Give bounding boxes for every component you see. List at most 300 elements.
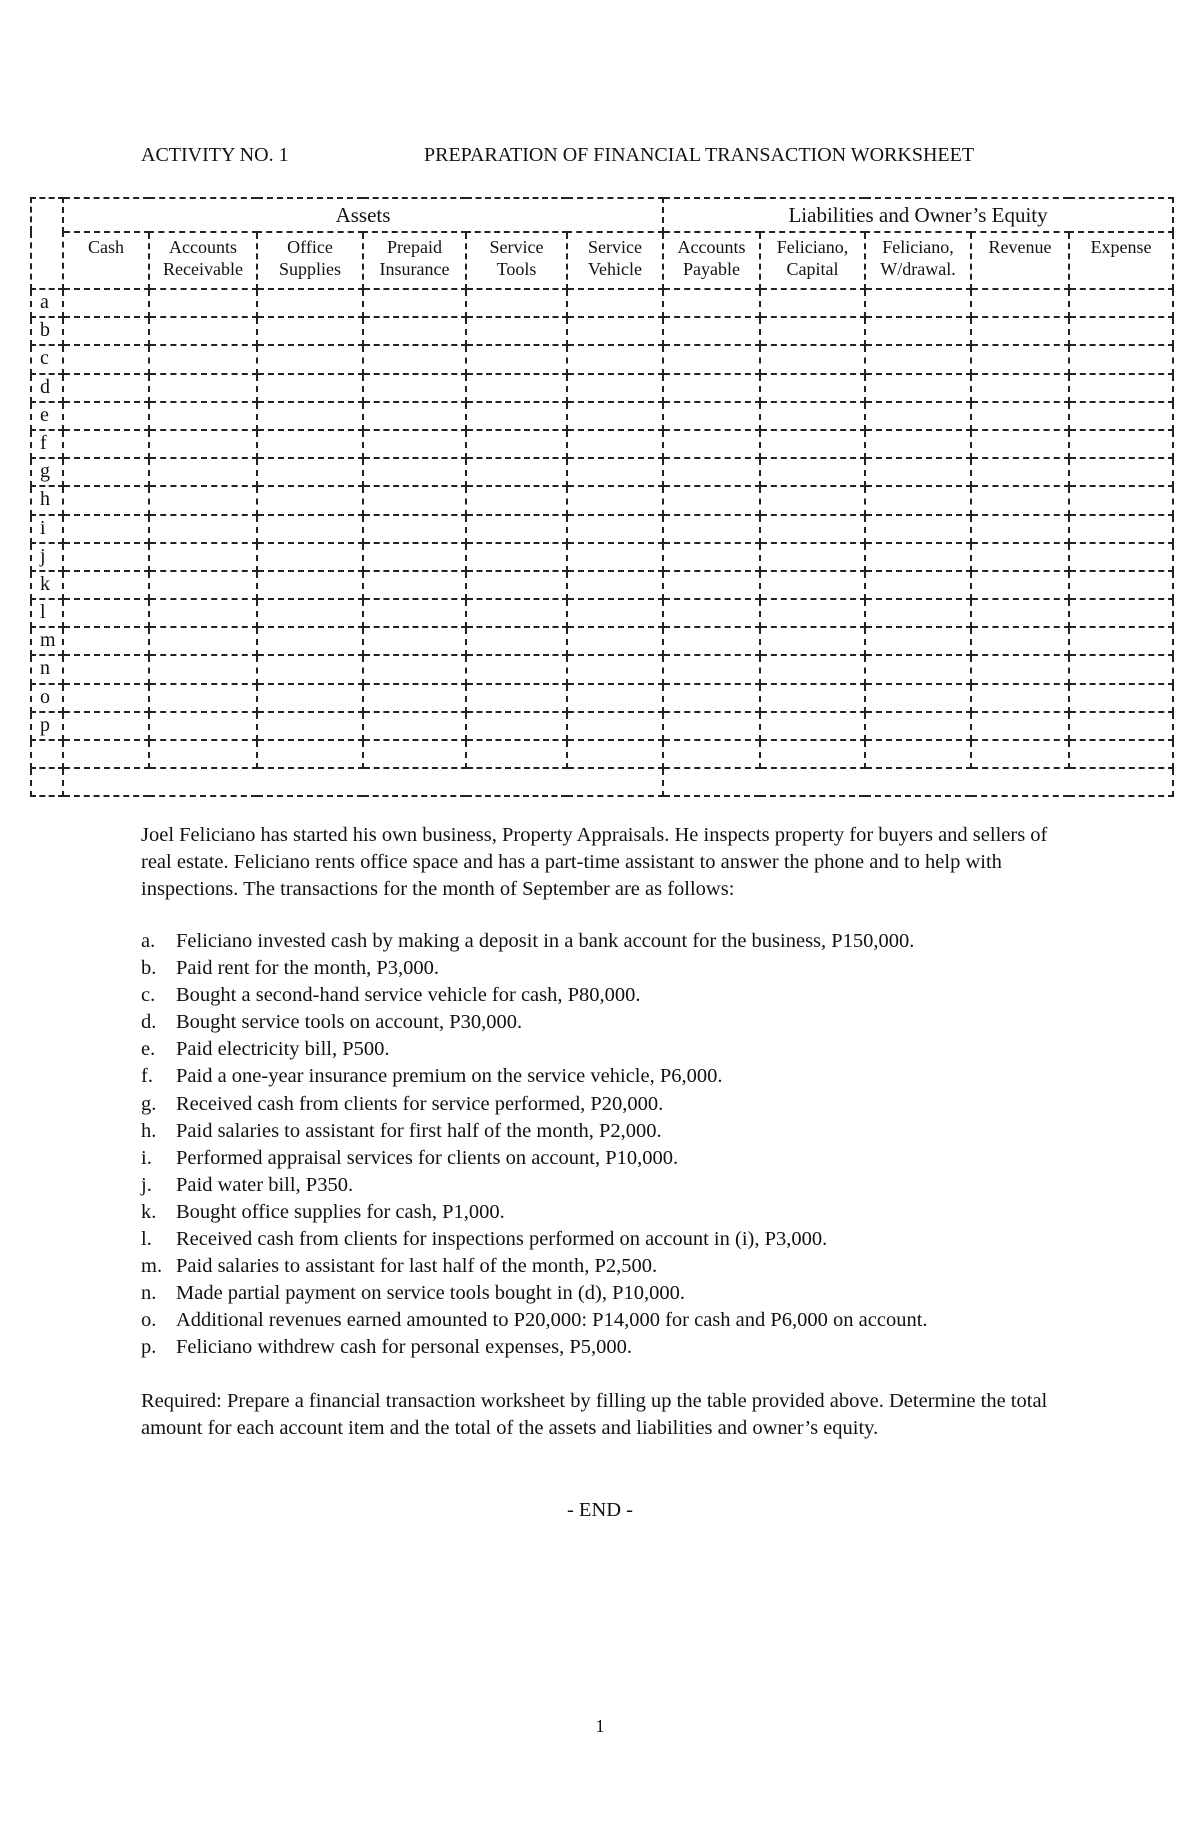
entry-cell[interactable] xyxy=(971,655,1069,683)
entry-cell[interactable] xyxy=(865,317,971,345)
row-letter: l xyxy=(31,599,63,627)
column-header-line: Payable xyxy=(683,259,741,279)
entry-cell[interactable] xyxy=(971,317,1069,345)
row-letter: c xyxy=(31,345,63,373)
entry-cell[interactable] xyxy=(663,627,760,655)
column-header-line: Vehicle xyxy=(588,259,642,279)
table-row xyxy=(31,571,1173,599)
entry-cell[interactable] xyxy=(865,712,971,740)
entry-cell[interactable] xyxy=(257,345,363,373)
entry-cell[interactable] xyxy=(865,543,971,571)
row-letter: e xyxy=(31,402,63,430)
entry-cell[interactable] xyxy=(63,515,149,543)
entry-cell[interactable] xyxy=(363,627,466,655)
row-letter: h xyxy=(31,486,63,514)
entry-cell[interactable] xyxy=(567,515,663,543)
entry-cell[interactable] xyxy=(865,486,971,514)
entry-cell[interactable] xyxy=(363,289,466,317)
entry-cell[interactable] xyxy=(1069,684,1173,712)
table-row xyxy=(31,543,1173,571)
transaction-key: m. xyxy=(141,1255,163,1278)
row-letter: f xyxy=(31,430,63,458)
entry-cell[interactable] xyxy=(63,345,149,373)
entry-cell[interactable] xyxy=(257,430,363,458)
entry-cell[interactable] xyxy=(63,317,149,345)
table-row xyxy=(31,655,1173,683)
entry-cell[interactable] xyxy=(149,317,257,345)
entry-cell[interactable] xyxy=(567,402,663,430)
list-item xyxy=(141,1091,1071,1118)
entry-cell[interactable] xyxy=(257,515,363,543)
entry-cell[interactable] xyxy=(865,655,971,683)
entry-cell[interactable] xyxy=(1069,345,1173,373)
entry-cell[interactable] xyxy=(257,627,363,655)
entry-cell[interactable] xyxy=(663,486,760,514)
list-item xyxy=(141,1009,1071,1036)
entry-cell[interactable] xyxy=(257,571,363,599)
transaction-text: Performed appraisal services for clients on account, P10,000. xyxy=(176,1146,679,1169)
entry-cell[interactable] xyxy=(257,599,363,627)
transaction-key: n. xyxy=(141,1282,157,1305)
transaction-text: Received cash from clients for service performed, P20,000. xyxy=(176,1092,664,1115)
transaction-text: Bought service tools on account, P30,000. xyxy=(176,1011,523,1034)
entry-cell[interactable] xyxy=(663,684,760,712)
list-item xyxy=(141,1036,1071,1063)
entry-cell[interactable] xyxy=(567,627,663,655)
entry-cell[interactable] xyxy=(663,458,760,486)
entry-cell[interactable] xyxy=(363,458,466,486)
entry-cell[interactable] xyxy=(865,571,971,599)
transaction-text: Feliciano withdrew cash for personal expenses, P5,000. xyxy=(176,1336,633,1359)
entry-cell[interactable] xyxy=(567,712,663,740)
entry-cell[interactable] xyxy=(971,486,1069,514)
entry-cell[interactable] xyxy=(466,599,567,627)
entry-cell[interactable] xyxy=(466,317,567,345)
entry-cell[interactable] xyxy=(1069,486,1173,514)
entry-cell[interactable] xyxy=(149,430,257,458)
column-header xyxy=(149,232,257,289)
list-item xyxy=(141,1307,1071,1334)
entry-cell[interactable] xyxy=(149,486,257,514)
transaction-key: p. xyxy=(141,1336,157,1359)
column-header xyxy=(363,232,466,289)
entry-cell[interactable] xyxy=(760,458,865,486)
entry-cell[interactable] xyxy=(760,515,865,543)
entry-cell[interactable] xyxy=(663,402,760,430)
entry-cell[interactable] xyxy=(760,486,865,514)
transaction-key: k. xyxy=(141,1200,157,1223)
total-cell[interactable] xyxy=(760,740,865,768)
entry-cell[interactable] xyxy=(1069,627,1173,655)
entry-cell[interactable] xyxy=(466,543,567,571)
entry-cell[interactable] xyxy=(363,655,466,683)
entry-cell[interactable] xyxy=(466,345,567,373)
total-cell[interactable] xyxy=(466,740,567,768)
column-header-line: Accounts xyxy=(169,237,237,257)
transaction-text: Bought a second-hand service vehicle for cash, P80,000. xyxy=(176,984,641,1007)
transaction-key: b. xyxy=(141,957,157,980)
row-letter: m xyxy=(31,627,63,655)
entry-cell[interactable] xyxy=(363,430,466,458)
entry-cell[interactable] xyxy=(466,458,567,486)
entry-cell[interactable] xyxy=(760,430,865,458)
column-header-line: Prepaid xyxy=(387,237,442,257)
entry-cell[interactable] xyxy=(760,655,865,683)
entry-cell[interactable] xyxy=(149,402,257,430)
column-header xyxy=(865,232,971,289)
column-header xyxy=(466,232,567,289)
entry-cell[interactable] xyxy=(363,571,466,599)
transaction-key: i. xyxy=(141,1146,152,1169)
transaction-key: j. xyxy=(141,1173,152,1196)
entry-cell[interactable] xyxy=(466,402,567,430)
table-row xyxy=(31,712,1173,740)
table-row xyxy=(31,345,1173,373)
entry-cell[interactable] xyxy=(63,655,149,683)
column-header-line: Capital xyxy=(786,259,839,279)
entry-cell[interactable] xyxy=(257,684,363,712)
column-header-row xyxy=(31,232,1173,289)
column-header xyxy=(567,232,663,289)
entry-cell[interactable] xyxy=(865,402,971,430)
table-row xyxy=(31,317,1173,345)
entry-cell[interactable] xyxy=(149,684,257,712)
transaction-key: g. xyxy=(141,1092,157,1115)
entry-cell[interactable] xyxy=(865,430,971,458)
entry-cell[interactable] xyxy=(1069,458,1173,486)
entry-cell[interactable] xyxy=(257,543,363,571)
entry-cell[interactable] xyxy=(257,289,363,317)
entry-cell[interactable] xyxy=(760,345,865,373)
total-assets-cell[interactable] xyxy=(63,768,663,796)
total-cell[interactable] xyxy=(663,740,760,768)
transaction-key: e. xyxy=(141,1038,156,1061)
total-cell[interactable] xyxy=(567,740,663,768)
entry-cell[interactable] xyxy=(1069,430,1173,458)
entry-cell[interactable] xyxy=(760,627,865,655)
entry-cell[interactable] xyxy=(1069,571,1173,599)
entry-cell[interactable] xyxy=(760,402,865,430)
total-cell[interactable] xyxy=(149,740,257,768)
entry-cell[interactable] xyxy=(663,655,760,683)
entry-cell[interactable] xyxy=(466,430,567,458)
transaction-worksheet-table xyxy=(30,197,1174,797)
entry-cell[interactable] xyxy=(149,289,257,317)
entry-cell[interactable] xyxy=(971,543,1069,571)
entry-cell[interactable] xyxy=(63,543,149,571)
entry-cell[interactable] xyxy=(663,543,760,571)
entry-cell[interactable] xyxy=(663,571,760,599)
entry-cell[interactable] xyxy=(663,289,760,317)
entry-cell[interactable] xyxy=(63,458,149,486)
table-row xyxy=(31,486,1173,514)
liabilities-equity-group-header: Liabilities and Owner’s Equity xyxy=(663,198,1173,232)
list-item xyxy=(141,1226,1071,1253)
total-cell[interactable] xyxy=(363,740,466,768)
transaction-text: Paid salaries to assistant for last half of the month, P2,500. xyxy=(176,1255,658,1278)
entry-cell[interactable] xyxy=(466,627,567,655)
list-item xyxy=(141,982,1071,1009)
entry-cell[interactable] xyxy=(363,317,466,345)
entry-cell[interactable] xyxy=(63,627,149,655)
list-item xyxy=(141,1280,1071,1307)
table-row xyxy=(31,289,1173,317)
entry-cell[interactable] xyxy=(865,345,971,373)
row-letter: b xyxy=(31,317,63,345)
entry-cell[interactable] xyxy=(567,345,663,373)
entry-cell[interactable] xyxy=(971,712,1069,740)
list-item xyxy=(141,1145,1071,1172)
column-header-line: Insurance xyxy=(379,259,450,279)
worksheet-title: PREPARATION OF FINANCIAL TRANSACTION WORKSHEET xyxy=(424,144,975,166)
entry-cell[interactable] xyxy=(760,712,865,740)
assets-group-header: Assets xyxy=(63,198,663,232)
column-header-line: Receivable xyxy=(163,259,243,279)
entry-cell[interactable] xyxy=(1069,374,1173,402)
entry-cell[interactable] xyxy=(567,317,663,345)
row-letter: j xyxy=(31,543,63,571)
transaction-text: Paid salaries to assistant for first half of the month, P2,000. xyxy=(176,1119,662,1142)
entry-cell[interactable] xyxy=(363,486,466,514)
entry-cell[interactable] xyxy=(363,684,466,712)
entry-cell[interactable] xyxy=(466,684,567,712)
transaction-key: a. xyxy=(141,930,156,952)
column-header-line: Revenue xyxy=(988,237,1052,257)
row-letter: n xyxy=(31,655,63,683)
entry-cell[interactable] xyxy=(971,402,1069,430)
total-cell[interactable] xyxy=(257,740,363,768)
entry-cell[interactable] xyxy=(1069,712,1173,740)
column-header xyxy=(257,232,363,289)
end-marker: - END - xyxy=(566,1499,634,1521)
entry-cell[interactable] xyxy=(149,571,257,599)
entry-cell[interactable] xyxy=(1069,402,1173,430)
entry-cell[interactable] xyxy=(466,571,567,599)
entry-cell[interactable] xyxy=(567,430,663,458)
entry-cell[interactable] xyxy=(63,430,149,458)
transaction-text: Feliciano invested cash by making a deposit in a bank account for the business, P150,000. xyxy=(176,930,915,952)
entry-cell[interactable] xyxy=(567,684,663,712)
transaction-text: Bought office supplies for cash, P1,000. xyxy=(176,1200,505,1223)
entry-cell[interactable] xyxy=(760,684,865,712)
transaction-text: Received cash from clients for inspections performed on account in (i), P3,000. xyxy=(176,1228,828,1251)
list-item xyxy=(141,1063,1071,1090)
required-instruction: Required: Prepare a financial transaction worksheet by filling up the table provided above. Determine the total amount for each account item and the total of the assets and liabilities and owner’s equity. xyxy=(141,1390,1048,1439)
column-header-line: W/drawal. xyxy=(880,259,956,279)
entry-cell[interactable] xyxy=(971,430,1069,458)
case-narrative: Joel Feliciano has started his own business, Property Appraisals. He inspects property for buyers and sellers of real estate. Feliciano rents office space and has a part-time assistant to answer the phone and to help with inspections. The transactions for the month of September are as follows: xyxy=(141,824,1048,900)
entry-cell[interactable] xyxy=(971,345,1069,373)
entry-cell[interactable] xyxy=(149,712,257,740)
entry-cell[interactable] xyxy=(466,374,567,402)
entry-cell[interactable] xyxy=(363,599,466,627)
transaction-text: Paid rent for the month, P3,000. xyxy=(176,957,440,980)
entry-cell[interactable] xyxy=(760,599,865,627)
column-header-line: Feliciano, xyxy=(882,237,954,257)
entry-cell[interactable] xyxy=(63,374,149,402)
row-letter: o xyxy=(31,684,63,712)
transaction-key: f. xyxy=(141,1065,153,1088)
entry-cell[interactable] xyxy=(466,486,567,514)
list-item xyxy=(141,928,1071,955)
entry-cell[interactable] xyxy=(466,515,567,543)
entry-cell[interactable] xyxy=(1069,289,1173,317)
entry-cell[interactable] xyxy=(363,345,466,373)
entry-cell[interactable] xyxy=(971,458,1069,486)
transaction-key: h. xyxy=(141,1119,157,1142)
entry-cell[interactable] xyxy=(149,345,257,373)
entry-cell[interactable] xyxy=(663,599,760,627)
entry-cell[interactable] xyxy=(1069,515,1173,543)
entry-cell[interactable] xyxy=(567,289,663,317)
transaction-key: l. xyxy=(141,1228,152,1251)
entry-cell[interactable] xyxy=(149,374,257,402)
list-item xyxy=(141,1172,1071,1199)
total-liabilities-equity-cell[interactable] xyxy=(663,768,1173,796)
entry-cell[interactable] xyxy=(149,543,257,571)
table-row xyxy=(31,599,1173,627)
entry-cell[interactable] xyxy=(567,571,663,599)
entry-cell[interactable] xyxy=(760,543,865,571)
column-header-line: Accounts xyxy=(677,237,746,257)
table-row xyxy=(31,515,1173,543)
row-letter: i xyxy=(31,515,63,543)
transaction-text: Paid water bill, P350. xyxy=(176,1173,354,1196)
entry-cell[interactable] xyxy=(567,599,663,627)
row-letter: g xyxy=(31,458,63,486)
column-header-line: Supplies xyxy=(278,259,341,279)
entry-cell[interactable] xyxy=(1069,317,1173,345)
entry-cell[interactable] xyxy=(1069,655,1173,683)
entry-cell[interactable] xyxy=(63,599,149,627)
entry-cell[interactable] xyxy=(865,289,971,317)
entry-cell[interactable] xyxy=(663,374,760,402)
column-header-line: Office xyxy=(287,237,333,257)
transaction-text: Made partial payment on service tools bought in (d), P10,000. xyxy=(176,1282,685,1305)
entry-cell[interactable] xyxy=(257,374,363,402)
entry-cell[interactable] xyxy=(257,655,363,683)
row-letter: d xyxy=(31,374,63,402)
entry-cell[interactable] xyxy=(865,515,971,543)
total-cell[interactable] xyxy=(1069,740,1173,768)
entry-cell[interactable] xyxy=(1069,599,1173,627)
entry-cell[interactable] xyxy=(257,402,363,430)
entry-cell[interactable] xyxy=(663,317,760,345)
entry-cell[interactable] xyxy=(567,543,663,571)
entry-cell[interactable] xyxy=(63,486,149,514)
column-header xyxy=(63,232,149,289)
entry-cell[interactable] xyxy=(971,684,1069,712)
column-header-line: Tools xyxy=(496,259,537,279)
table-row xyxy=(31,430,1173,458)
entry-cell[interactable] xyxy=(760,289,865,317)
column-header xyxy=(663,232,760,289)
list-item xyxy=(141,1253,1071,1280)
page-number: 1 xyxy=(595,1716,605,1736)
entry-cell[interactable] xyxy=(865,684,971,712)
entry-cell[interactable] xyxy=(760,317,865,345)
entry-cell[interactable] xyxy=(63,289,149,317)
total-row xyxy=(31,740,1173,768)
list-item xyxy=(141,1334,1071,1361)
entry-cell[interactable] xyxy=(567,655,663,683)
entry-cell[interactable] xyxy=(567,374,663,402)
page-title xyxy=(141,144,1071,172)
entry-cell[interactable] xyxy=(363,543,466,571)
entry-cell[interactable] xyxy=(363,515,466,543)
entry-cell[interactable] xyxy=(971,627,1069,655)
entry-cell[interactable] xyxy=(760,374,865,402)
entry-cell[interactable] xyxy=(63,571,149,599)
entry-cell[interactable] xyxy=(971,571,1069,599)
entry-cell[interactable] xyxy=(257,458,363,486)
table-row xyxy=(31,684,1173,712)
entry-cell[interactable] xyxy=(466,289,567,317)
entry-cell[interactable] xyxy=(663,345,760,373)
total-cell[interactable] xyxy=(865,740,971,768)
table-row xyxy=(31,458,1173,486)
entry-cell[interactable] xyxy=(63,402,149,430)
entry-cell[interactable] xyxy=(663,515,760,543)
transaction-text: Paid a one-year insurance premium on the service vehicle, P6,000. xyxy=(176,1065,723,1088)
entry-cell[interactable] xyxy=(663,430,760,458)
entry-cell[interactable] xyxy=(149,655,257,683)
entry-cell[interactable] xyxy=(63,684,149,712)
entry-cell[interactable] xyxy=(466,712,567,740)
entry-cell[interactable] xyxy=(865,627,971,655)
entry-cell[interactable] xyxy=(149,458,257,486)
row-letter: a xyxy=(31,289,63,317)
transaction-text: Additional revenues earned amounted to P20,000: P14,000 for cash and P6,000 on account. xyxy=(176,1309,928,1332)
row-letter: p xyxy=(31,712,63,740)
entry-cell[interactable] xyxy=(865,374,971,402)
entry-cell[interactable] xyxy=(567,458,663,486)
entry-cell[interactable] xyxy=(363,402,466,430)
activity-number: ACTIVITY NO. 1 xyxy=(141,144,289,166)
entry-cell[interactable] xyxy=(971,599,1069,627)
entry-cell[interactable] xyxy=(257,712,363,740)
entry-cell[interactable] xyxy=(63,712,149,740)
entry-cell[interactable] xyxy=(760,571,865,599)
entry-cell[interactable] xyxy=(149,599,257,627)
entry-cell[interactable] xyxy=(1069,543,1173,571)
entry-cell[interactable] xyxy=(567,486,663,514)
entry-cell[interactable] xyxy=(466,655,567,683)
list-item xyxy=(141,955,1071,982)
row-letter: k xyxy=(31,571,63,599)
entry-cell[interactable] xyxy=(971,374,1069,402)
entry-cell[interactable] xyxy=(363,374,466,402)
entry-cell[interactable] xyxy=(865,599,971,627)
entry-cell[interactable] xyxy=(149,627,257,655)
total-cell[interactable] xyxy=(63,740,149,768)
grand-total-row xyxy=(31,768,1173,796)
total-cell[interactable] xyxy=(971,740,1069,768)
entry-cell[interactable] xyxy=(663,712,760,740)
row-label-header xyxy=(31,198,63,289)
entry-cell[interactable] xyxy=(257,317,363,345)
entry-cell[interactable] xyxy=(149,515,257,543)
table-row xyxy=(31,627,1173,655)
entry-cell[interactable] xyxy=(363,712,466,740)
table-row xyxy=(31,402,1173,430)
entry-cell[interactable] xyxy=(971,289,1069,317)
transaction-key: c. xyxy=(141,984,156,1007)
transaction-list xyxy=(141,928,1071,1362)
entry-cell[interactable] xyxy=(865,458,971,486)
entry-cell[interactable] xyxy=(257,486,363,514)
entry-cell[interactable] xyxy=(971,515,1069,543)
